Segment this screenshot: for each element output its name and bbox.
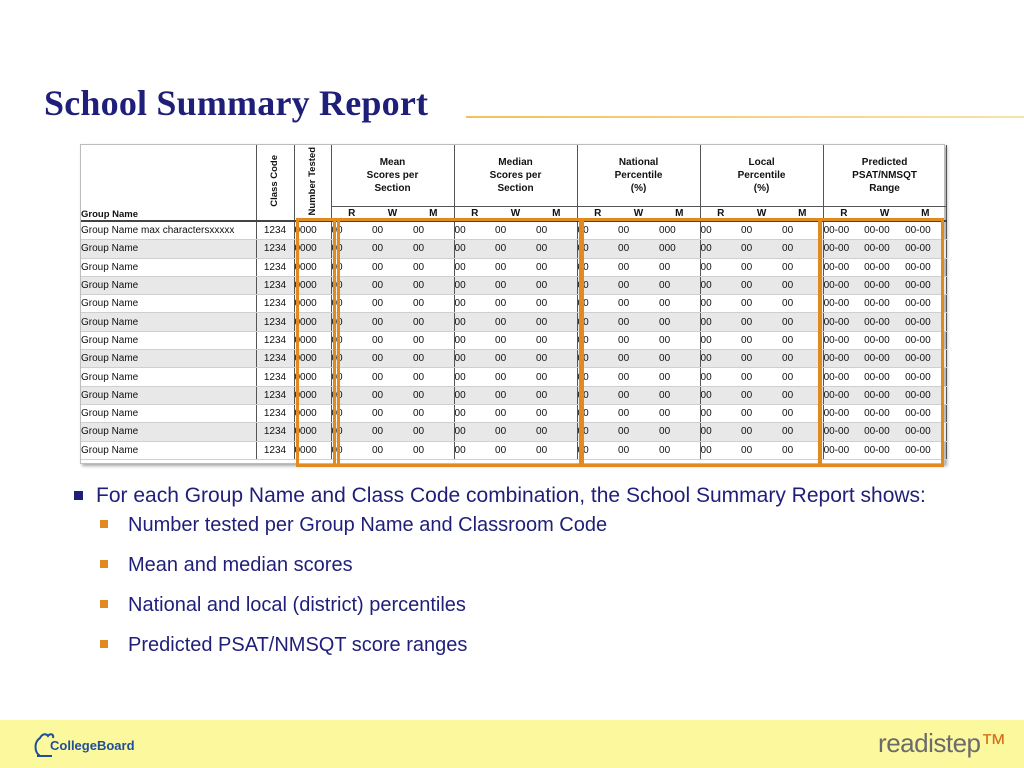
national-cell: 00 bbox=[577, 221, 618, 240]
national-cell: 00 bbox=[618, 404, 659, 422]
class-code-cell: 1234 bbox=[256, 368, 294, 386]
number-tested-cell: 0000 bbox=[294, 423, 331, 441]
group-header-local: Local Percentile (%) bbox=[700, 145, 823, 207]
class-code-cell: 1234 bbox=[256, 423, 294, 441]
national-cell: 00 bbox=[618, 313, 659, 331]
class-code-cell: 1234 bbox=[256, 258, 294, 276]
predicted-cell: 00-00 bbox=[864, 258, 905, 276]
class-code-cell: 1234 bbox=[256, 240, 294, 258]
mean-cell: 00 bbox=[372, 258, 413, 276]
table-row bbox=[81, 295, 946, 313]
title-rule bbox=[466, 116, 1024, 118]
local-cell: 00 bbox=[700, 386, 741, 404]
table-row bbox=[81, 331, 946, 349]
local-cell: 00 bbox=[700, 368, 741, 386]
number-tested-cell: 0000 bbox=[294, 221, 331, 240]
mean-cell: 00 bbox=[413, 350, 454, 368]
sub-header-m: M bbox=[536, 207, 577, 222]
national-cell: 00 bbox=[659, 276, 700, 294]
local-cell: 00 bbox=[741, 295, 782, 313]
number-tested-cell: 0000 bbox=[294, 350, 331, 368]
predicted-cell: 00-00 bbox=[864, 404, 905, 422]
median-cell: 00 bbox=[536, 350, 577, 368]
median-cell: 00 bbox=[495, 368, 536, 386]
group-name-cell: Group Name bbox=[81, 276, 256, 294]
median-cell: 00 bbox=[454, 221, 495, 240]
national-cell: 00 bbox=[577, 404, 618, 422]
predicted-cell: 00-00 bbox=[905, 276, 946, 294]
sub-header-m: M bbox=[782, 207, 823, 222]
predicted-cell: 00-00 bbox=[905, 441, 946, 459]
sub-header-w: W bbox=[864, 207, 905, 222]
class-code-cell: 1234 bbox=[256, 295, 294, 313]
group-header-mean: Mean Scores per Section bbox=[331, 145, 454, 207]
sub-header-r: R bbox=[331, 207, 372, 222]
number-tested-cell: 0000 bbox=[294, 404, 331, 422]
group-header-median: Median Scores per Section bbox=[454, 145, 577, 207]
predicted-cell: 00-00 bbox=[905, 350, 946, 368]
sub-header-m: M bbox=[659, 207, 700, 222]
national-cell: 00 bbox=[659, 386, 700, 404]
collegeboard-logo: CollegeBoard bbox=[50, 738, 135, 753]
mean-cell: 00 bbox=[331, 240, 372, 258]
group-name-cell: Group Name bbox=[81, 313, 256, 331]
median-cell: 00 bbox=[536, 295, 577, 313]
sub-bullet-percentiles bbox=[74, 593, 974, 617]
class-code-cell: 1234 bbox=[256, 276, 294, 294]
median-cell: 00 bbox=[495, 404, 536, 422]
median-cell: 00 bbox=[454, 423, 495, 441]
mean-cell: 00 bbox=[372, 404, 413, 422]
group-name-cell: Group Name bbox=[81, 258, 256, 276]
median-cell: 00 bbox=[536, 404, 577, 422]
median-cell: 00 bbox=[495, 221, 536, 240]
class-code-cell: 1234 bbox=[256, 313, 294, 331]
median-cell: 00 bbox=[495, 276, 536, 294]
national-cell: 00 bbox=[618, 276, 659, 294]
median-cell: 00 bbox=[536, 276, 577, 294]
predicted-cell: 00-00 bbox=[864, 350, 905, 368]
median-cell: 00 bbox=[454, 240, 495, 258]
national-cell: 00 bbox=[618, 368, 659, 386]
local-cell: 00 bbox=[741, 276, 782, 294]
local-cell: 00 bbox=[782, 331, 823, 349]
median-cell: 00 bbox=[536, 368, 577, 386]
local-cell: 00 bbox=[741, 423, 782, 441]
median-cell: 00 bbox=[454, 386, 495, 404]
class-code-cell: 1234 bbox=[256, 404, 294, 422]
mean-cell: 00 bbox=[331, 313, 372, 331]
sub-header-r: R bbox=[577, 207, 618, 222]
median-cell: 00 bbox=[495, 258, 536, 276]
local-cell: 00 bbox=[741, 404, 782, 422]
mean-cell: 00 bbox=[413, 240, 454, 258]
predicted-cell: 00-00 bbox=[823, 221, 864, 240]
median-cell: 00 bbox=[495, 313, 536, 331]
readistep-logo-text: readistep bbox=[878, 728, 981, 758]
bullet-main-text: For each Group Name and Class Code combination, the School Summary Report shows: bbox=[96, 484, 926, 507]
local-cell: 00 bbox=[741, 221, 782, 240]
sub-bullet-square-icon bbox=[100, 600, 108, 608]
group-name-cell: Group Name max charactersxxxxx bbox=[81, 221, 256, 240]
local-cell: 00 bbox=[700, 221, 741, 240]
local-cell: 00 bbox=[741, 386, 782, 404]
predicted-cell: 00-00 bbox=[823, 258, 864, 276]
local-cell: 00 bbox=[782, 386, 823, 404]
predicted-cell: 00-00 bbox=[864, 386, 905, 404]
group-name-cell: Group Name bbox=[81, 368, 256, 386]
local-cell: 00 bbox=[700, 331, 741, 349]
median-cell: 00 bbox=[454, 404, 495, 422]
median-cell: 00 bbox=[454, 295, 495, 313]
mean-cell: 00 bbox=[331, 441, 372, 459]
national-cell: 00 bbox=[659, 331, 700, 349]
sub-bullet-text: Predicted PSAT/NMSQT score ranges bbox=[128, 634, 468, 656]
local-cell: 00 bbox=[782, 368, 823, 386]
mean-cell: 00 bbox=[413, 368, 454, 386]
predicted-cell: 00-00 bbox=[864, 423, 905, 441]
predicted-cell: 00-00 bbox=[864, 221, 905, 240]
mean-cell: 00 bbox=[372, 240, 413, 258]
predicted-cell: 00-00 bbox=[905, 221, 946, 240]
sub-header-w: W bbox=[495, 207, 536, 222]
median-cell: 00 bbox=[454, 313, 495, 331]
median-cell: 00 bbox=[495, 423, 536, 441]
median-cell: 00 bbox=[536, 423, 577, 441]
national-cell: 00 bbox=[659, 423, 700, 441]
table-row bbox=[81, 423, 946, 441]
national-cell: 00 bbox=[659, 404, 700, 422]
national-cell: 00 bbox=[659, 295, 700, 313]
predicted-cell: 00-00 bbox=[864, 276, 905, 294]
national-cell: 00 bbox=[577, 423, 618, 441]
national-cell: 00 bbox=[577, 295, 618, 313]
sub-bullet-text: Mean and median scores bbox=[128, 554, 353, 576]
class-code-cell: 1234 bbox=[256, 221, 294, 240]
number-tested-cell: 0000 bbox=[294, 240, 331, 258]
local-cell: 00 bbox=[741, 258, 782, 276]
mean-cell: 00 bbox=[331, 404, 372, 422]
median-cell: 00 bbox=[454, 441, 495, 459]
sub-bullet-square-icon bbox=[100, 640, 108, 648]
median-cell: 00 bbox=[495, 295, 536, 313]
predicted-cell: 00-00 bbox=[905, 386, 946, 404]
bullet-square-icon bbox=[74, 491, 83, 500]
predicted-cell: 00-00 bbox=[905, 313, 946, 331]
mean-cell: 00 bbox=[331, 276, 372, 294]
mean-cell: 00 bbox=[372, 368, 413, 386]
mean-cell: 00 bbox=[331, 423, 372, 441]
local-cell: 00 bbox=[700, 276, 741, 294]
sub-header-w: W bbox=[372, 207, 413, 222]
table-row bbox=[81, 386, 946, 404]
local-cell: 00 bbox=[741, 368, 782, 386]
local-cell: 00 bbox=[782, 350, 823, 368]
predicted-cell: 00-00 bbox=[905, 404, 946, 422]
report-grid bbox=[81, 145, 947, 460]
number-tested-cell: 0000 bbox=[294, 276, 331, 294]
median-cell: 00 bbox=[495, 240, 536, 258]
local-cell: 00 bbox=[741, 240, 782, 258]
sub-bullet-square-icon bbox=[100, 520, 108, 528]
predicted-cell: 00-00 bbox=[823, 240, 864, 258]
readistep-logo bbox=[878, 728, 1006, 759]
median-cell: 00 bbox=[536, 313, 577, 331]
local-cell: 00 bbox=[700, 423, 741, 441]
national-cell: 00 bbox=[659, 441, 700, 459]
predicted-cell: 00-00 bbox=[823, 331, 864, 349]
group-name-cell: Group Name bbox=[81, 404, 256, 422]
mean-cell: 00 bbox=[372, 221, 413, 240]
local-cell: 00 bbox=[782, 441, 823, 459]
group-name-cell: Group Name bbox=[81, 331, 256, 349]
national-cell: 00 bbox=[618, 386, 659, 404]
number-tested-cell: 0000 bbox=[294, 313, 331, 331]
predicted-cell: 00-00 bbox=[905, 331, 946, 349]
national-cell: 00 bbox=[577, 441, 618, 459]
sub-bullet-predicted bbox=[74, 633, 974, 657]
national-cell: 00 bbox=[577, 350, 618, 368]
mean-cell: 00 bbox=[413, 276, 454, 294]
national-cell: 000 bbox=[659, 240, 700, 258]
predicted-cell: 00-00 bbox=[905, 240, 946, 258]
national-cell: 00 bbox=[577, 313, 618, 331]
national-cell: 00 bbox=[577, 386, 618, 404]
predicted-cell: 00-00 bbox=[823, 276, 864, 294]
sub-bullet-square-icon bbox=[100, 560, 108, 568]
local-cell: 00 bbox=[741, 313, 782, 331]
mean-cell: 00 bbox=[413, 313, 454, 331]
median-cell: 00 bbox=[495, 350, 536, 368]
national-cell: 00 bbox=[618, 295, 659, 313]
predicted-cell: 00-00 bbox=[823, 313, 864, 331]
mean-cell: 00 bbox=[331, 350, 372, 368]
national-cell: 00 bbox=[618, 331, 659, 349]
predicted-cell: 00-00 bbox=[864, 368, 905, 386]
national-cell: 00 bbox=[577, 240, 618, 258]
median-cell: 00 bbox=[495, 386, 536, 404]
predicted-cell: 00-00 bbox=[823, 423, 864, 441]
number-tested-cell: 0000 bbox=[294, 386, 331, 404]
national-cell: 00 bbox=[618, 221, 659, 240]
predicted-cell: 00-00 bbox=[905, 295, 946, 313]
local-cell: 00 bbox=[700, 350, 741, 368]
table-row bbox=[81, 221, 946, 240]
group-header-national: National Percentile (%) bbox=[577, 145, 700, 207]
mean-cell: 00 bbox=[331, 221, 372, 240]
local-cell: 00 bbox=[782, 313, 823, 331]
median-cell: 00 bbox=[454, 368, 495, 386]
median-cell: 00 bbox=[495, 331, 536, 349]
mean-cell: 00 bbox=[413, 331, 454, 349]
group-name-header: Group Name bbox=[81, 145, 256, 221]
local-cell: 00 bbox=[700, 258, 741, 276]
group-name-cell: Group Name bbox=[81, 386, 256, 404]
school-summary-report-table bbox=[80, 144, 945, 464]
mean-cell: 00 bbox=[413, 404, 454, 422]
local-cell: 00 bbox=[741, 331, 782, 349]
national-cell: 00 bbox=[618, 423, 659, 441]
footer-bar bbox=[0, 720, 1024, 768]
national-cell: 00 bbox=[618, 441, 659, 459]
report-body bbox=[81, 221, 946, 459]
number-tested-header: Number Tested bbox=[294, 145, 331, 221]
mean-cell: 00 bbox=[331, 295, 372, 313]
sub-header-w: W bbox=[618, 207, 659, 222]
local-cell: 00 bbox=[700, 313, 741, 331]
local-cell: 00 bbox=[782, 258, 823, 276]
predicted-cell: 00-00 bbox=[823, 386, 864, 404]
mean-cell: 00 bbox=[413, 258, 454, 276]
group-header-predicted: Predicted PSAT/NMSQT Range bbox=[823, 145, 946, 207]
national-cell: 00 bbox=[618, 350, 659, 368]
mean-cell: 00 bbox=[331, 386, 372, 404]
predicted-cell: 00-00 bbox=[864, 441, 905, 459]
mean-cell: 00 bbox=[372, 441, 413, 459]
mean-cell: 00 bbox=[413, 441, 454, 459]
predicted-cell: 00-00 bbox=[864, 240, 905, 258]
slide-title: School Summary Report bbox=[44, 83, 429, 123]
national-cell: 00 bbox=[618, 240, 659, 258]
mean-cell: 00 bbox=[372, 313, 413, 331]
number-tested-cell: 0000 bbox=[294, 331, 331, 349]
national-cell: 00 bbox=[659, 368, 700, 386]
local-cell: 00 bbox=[741, 441, 782, 459]
local-cell: 00 bbox=[741, 350, 782, 368]
predicted-cell: 00-00 bbox=[823, 441, 864, 459]
national-cell: 000 bbox=[659, 221, 700, 240]
mean-cell: 00 bbox=[413, 386, 454, 404]
predicted-cell: 00-00 bbox=[823, 404, 864, 422]
bullet-main bbox=[74, 482, 974, 509]
local-cell: 00 bbox=[700, 240, 741, 258]
local-cell: 00 bbox=[782, 423, 823, 441]
national-cell: 00 bbox=[577, 276, 618, 294]
sub-bullet-text: National and local (district) percentiles bbox=[128, 594, 466, 616]
predicted-cell: 00-00 bbox=[823, 368, 864, 386]
group-name-cell: Group Name bbox=[81, 423, 256, 441]
class-code-cell: 1234 bbox=[256, 386, 294, 404]
group-name-cell: Group Name bbox=[81, 350, 256, 368]
mean-cell: 00 bbox=[331, 368, 372, 386]
table-row bbox=[81, 313, 946, 331]
number-tested-cell: 0000 bbox=[294, 441, 331, 459]
mean-cell: 00 bbox=[413, 295, 454, 313]
sub-header-r: R bbox=[823, 207, 864, 222]
sub-header-m: M bbox=[905, 207, 946, 222]
number-tested-cell: 0000 bbox=[294, 295, 331, 313]
mean-cell: 00 bbox=[372, 386, 413, 404]
median-cell: 00 bbox=[454, 276, 495, 294]
predicted-cell: 00-00 bbox=[905, 258, 946, 276]
median-cell: 00 bbox=[454, 331, 495, 349]
sub-bullet-mean-median bbox=[74, 553, 974, 577]
table-row bbox=[81, 404, 946, 422]
group-name-cell: Group Name bbox=[81, 240, 256, 258]
sub-bullet-text: Number tested per Group Name and Classroom Code bbox=[128, 514, 608, 536]
national-cell: 00 bbox=[577, 368, 618, 386]
group-name-cell: Group Name bbox=[81, 295, 256, 313]
number-tested-cell: 0000 bbox=[294, 368, 331, 386]
sub-bullet-number-tested bbox=[74, 513, 974, 537]
median-cell: 00 bbox=[495, 441, 536, 459]
sub-header-r: R bbox=[454, 207, 495, 222]
predicted-cell: 00-00 bbox=[864, 295, 905, 313]
mean-cell: 00 bbox=[331, 258, 372, 276]
median-cell: 00 bbox=[536, 221, 577, 240]
class-code-header: Class Code bbox=[256, 145, 294, 221]
table-row bbox=[81, 240, 946, 258]
local-cell: 00 bbox=[700, 441, 741, 459]
national-cell: 00 bbox=[577, 258, 618, 276]
national-cell: 00 bbox=[659, 350, 700, 368]
local-cell: 00 bbox=[782, 240, 823, 258]
median-cell: 00 bbox=[536, 258, 577, 276]
mean-cell: 00 bbox=[372, 295, 413, 313]
bullet-list bbox=[74, 482, 974, 657]
predicted-cell: 00-00 bbox=[823, 295, 864, 313]
readistep-tm-mark: ™ bbox=[980, 728, 1006, 758]
sub-header-m: M bbox=[413, 207, 454, 222]
predicted-cell: 00-00 bbox=[823, 350, 864, 368]
table-row bbox=[81, 368, 946, 386]
mean-cell: 00 bbox=[372, 350, 413, 368]
class-code-cell: 1234 bbox=[256, 331, 294, 349]
national-cell: 00 bbox=[618, 258, 659, 276]
local-cell: 00 bbox=[700, 295, 741, 313]
table-row bbox=[81, 350, 946, 368]
sub-header-r: R bbox=[700, 207, 741, 222]
median-cell: 00 bbox=[454, 258, 495, 276]
mean-cell: 00 bbox=[331, 331, 372, 349]
mean-cell: 00 bbox=[372, 331, 413, 349]
mean-cell: 00 bbox=[413, 423, 454, 441]
mean-cell: 00 bbox=[372, 276, 413, 294]
median-cell: 00 bbox=[536, 240, 577, 258]
table-row bbox=[81, 258, 946, 276]
mean-cell: 00 bbox=[372, 423, 413, 441]
header-row-groups bbox=[81, 145, 946, 207]
table-row bbox=[81, 441, 946, 459]
national-cell: 00 bbox=[659, 258, 700, 276]
class-code-cell: 1234 bbox=[256, 441, 294, 459]
local-cell: 00 bbox=[782, 276, 823, 294]
local-cell: 00 bbox=[782, 295, 823, 313]
predicted-cell: 00-00 bbox=[864, 331, 905, 349]
local-cell: 00 bbox=[782, 404, 823, 422]
national-cell: 00 bbox=[659, 313, 700, 331]
median-cell: 00 bbox=[536, 386, 577, 404]
predicted-cell: 00-00 bbox=[905, 423, 946, 441]
number-tested-cell: 0000 bbox=[294, 258, 331, 276]
group-name-cell: Group Name bbox=[81, 441, 256, 459]
predicted-cell: 00-00 bbox=[864, 313, 905, 331]
local-cell: 00 bbox=[700, 404, 741, 422]
predicted-cell: 00-00 bbox=[905, 368, 946, 386]
mean-cell: 00 bbox=[413, 221, 454, 240]
national-cell: 00 bbox=[577, 331, 618, 349]
median-cell: 00 bbox=[536, 331, 577, 349]
median-cell: 00 bbox=[536, 441, 577, 459]
class-code-cell: 1234 bbox=[256, 350, 294, 368]
median-cell: 00 bbox=[454, 350, 495, 368]
local-cell: 00 bbox=[782, 221, 823, 240]
sub-header-w: W bbox=[741, 207, 782, 222]
table-row bbox=[81, 276, 946, 294]
